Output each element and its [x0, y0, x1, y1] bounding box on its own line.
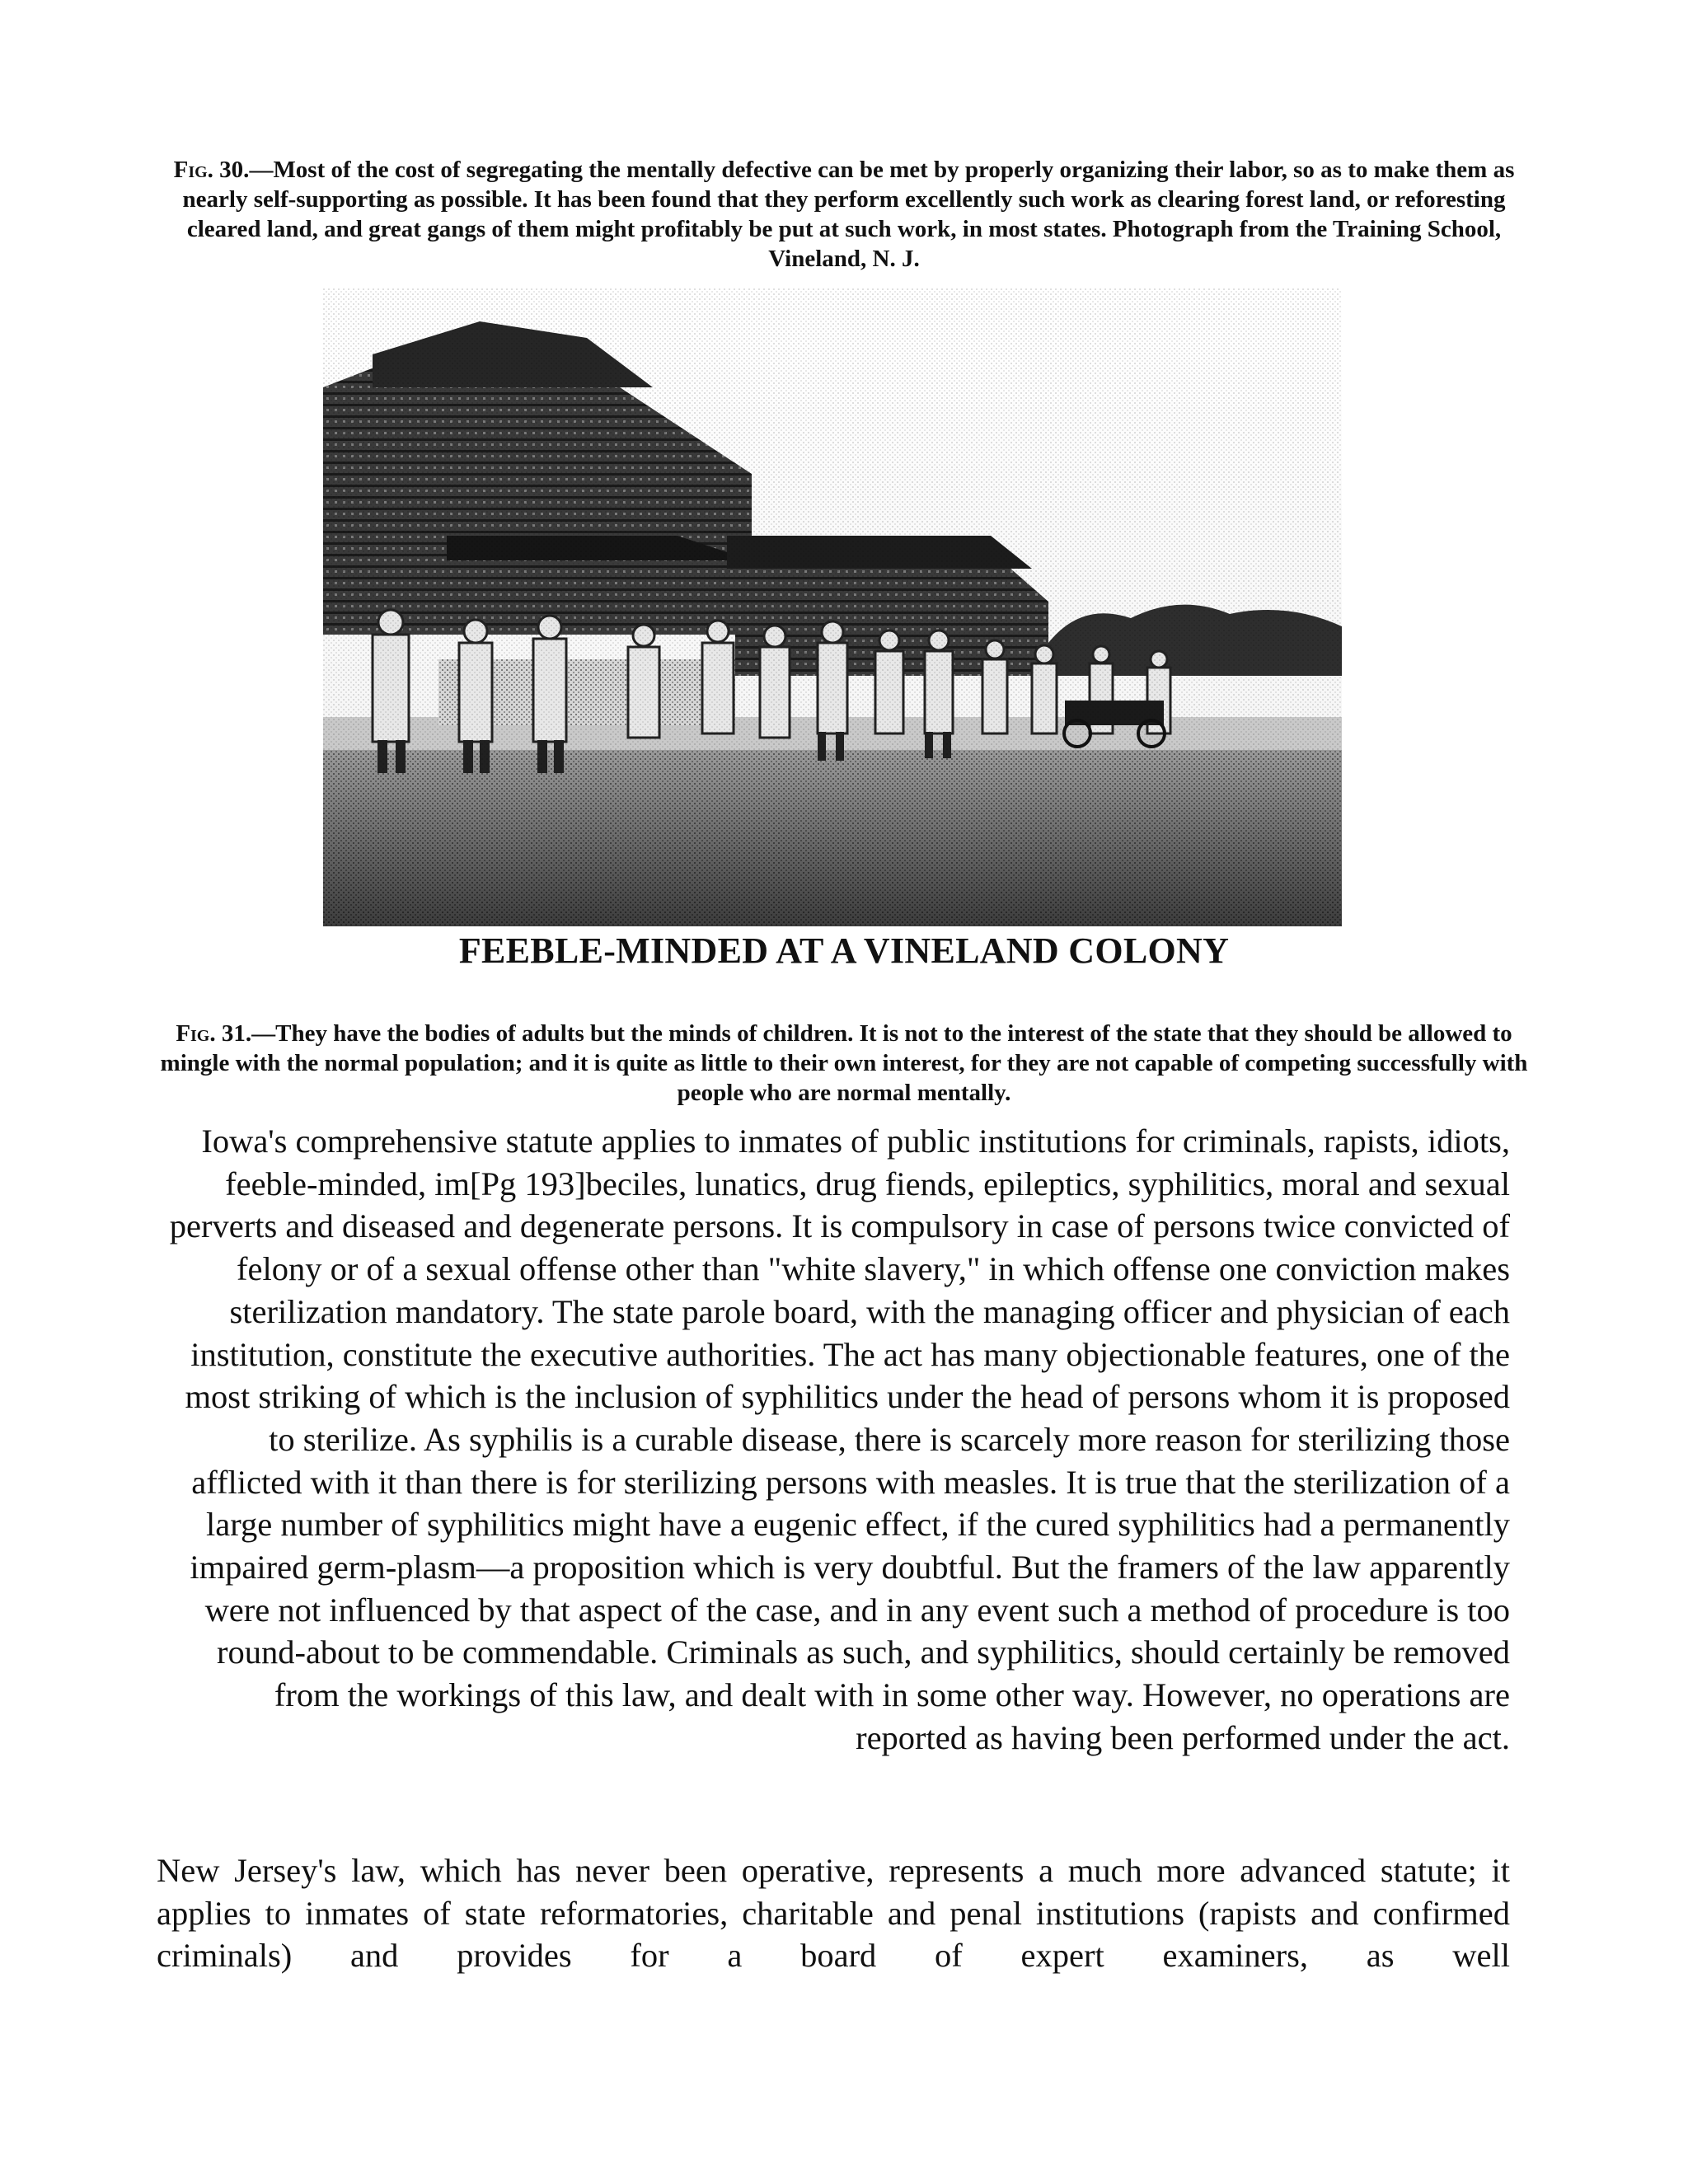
page-reference: [Pg 193]	[470, 1165, 586, 1202]
iowa-statute-paragraph	[157, 1120, 1510, 1760]
figure-30-caption	[157, 155, 1531, 274]
figure-30-label: Fig. 30.	[173, 157, 250, 183]
vineland-colony-photograph	[323, 288, 1342, 926]
new-jersey-law-paragraph: New Jersey's law, which has never been operative, represents a much more advanced statute; it applies to inmates of state reformatories, charitable and penal institutions (rapists and confirmed criminals) and provides for a board of expert examiners, as well	[157, 1852, 1510, 1975]
figure-31-label: Fig. 31.	[176, 1020, 252, 1047]
iowa-paragraph-text-start: Iowa's comprehensive statute applies to inmates of public institutions for criminals, rapists, idiots, feeble-minded, im	[201, 1122, 1510, 1202]
iowa-paragraph-text-end: beciles, lunatics, drug fiends, epileptics, syphilitics, moral and sexual perverts and diseased and degenerate persons. It is compulsory in case of persons twice convicted of felony or of a sexual offense other than "white slavery," in which offense one conviction makes sterilization mandatory. The state parole board, with the managing officer and physician of each institution, constitute the executive authorities. The act has many objectionable features, one of the most striking of which is the inclusion of syphilitics under the head of persons whom it is proposed to sterilize. As syphilis is a curable disease, there is scarcely more reason for sterilizing those afflicted with it than there is for sterilizing persons with measles. It is true that the sterilization of a large number of syphilitics might have a eugenic effect, if the cured syphilitics had a permanently impaired germ-plasm—a proposition which is very doubtful. But the framers of the law apparently were not influenced by that aspect of the case, and in any event such a method of procedure is too round-about to be commendable. Criminals as such, and syphilitics, should certainly be removed from the workings of this law, and dealt with in some other way. However, no operations are reported as having been performed under the act.	[169, 1165, 1510, 1756]
figure-31-caption	[157, 1019, 1531, 1108]
photograph-illustration	[323, 288, 1342, 926]
figure-31-text: —They have the bodies of adults but the minds of children. It is not to the interest of the state that they should be allowed to mingle with the normal population; and it is quite as little to their own interest, for they are not capable of competing successfully with people who are normal mentally.	[160, 1020, 1528, 1106]
figure-30-text: —Most of the cost of segregating the mentally defective can be met by properly organizing their labor, so as to make them as nearly self-supporting as possible. It has been found that they perform excellently such work as clearing forest land, or reforesting cleared land, and great gangs of them might profitably be put at such work, in most states. Photograph from the Training School, Vineland, N. J.	[182, 157, 1515, 272]
photograph-title: FEEBLE-MINDED AT A VINELAND COLONY	[458, 930, 1230, 971]
